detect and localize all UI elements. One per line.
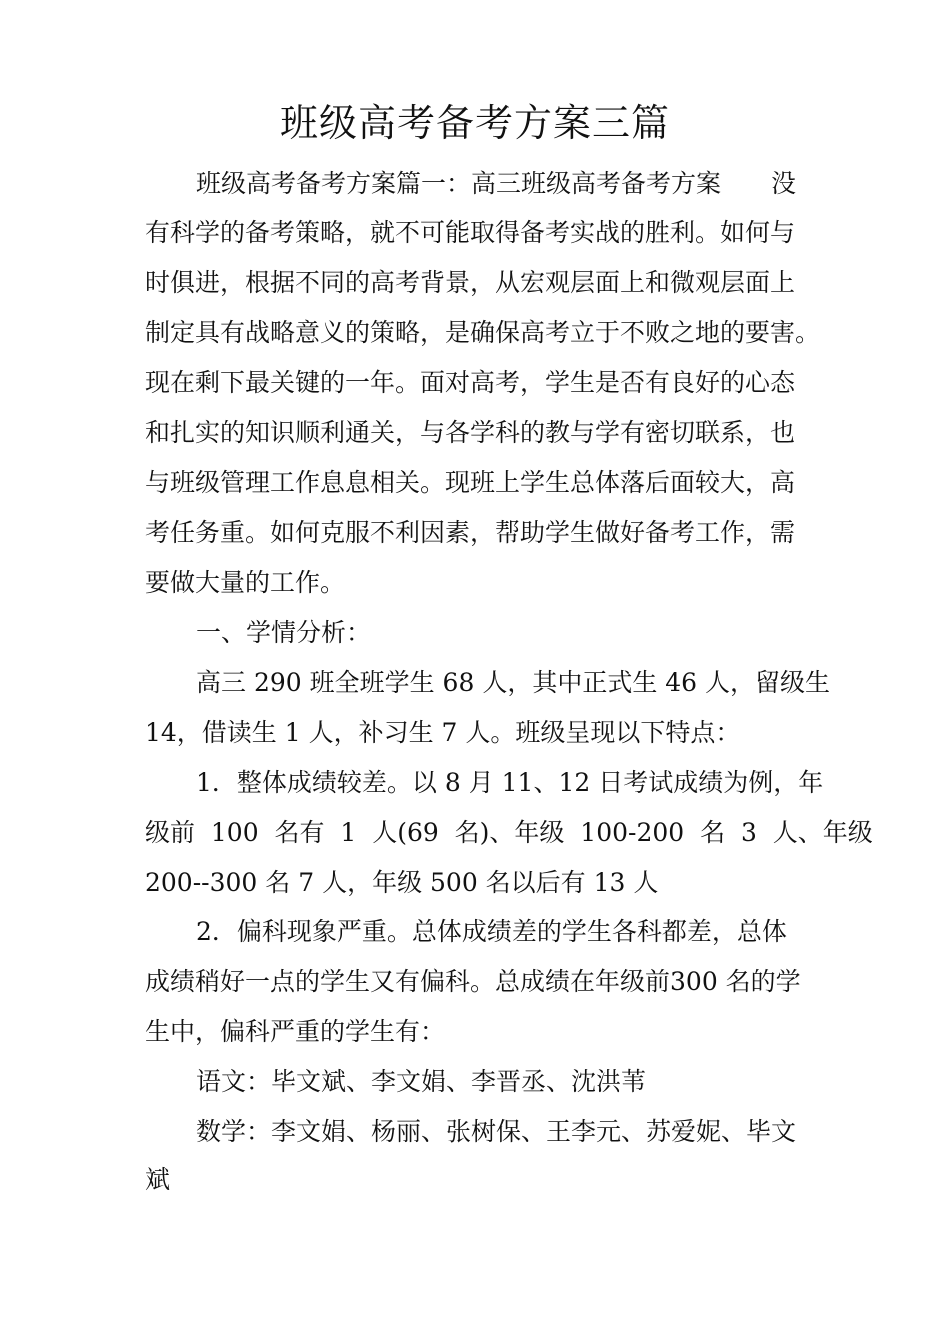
paragraph-line: 要做大量的工作。	[145, 568, 346, 597]
paragraph-line: 生中，偏科严重的学生有：	[145, 1017, 446, 1046]
paragraph-line: 200--300 名 7 人，年级 500 名以后有 13 人	[145, 868, 659, 897]
text-segment: 班级高考备考方案篇一：高三班级高考备考方案	[196, 169, 722, 198]
paragraph-line: 2．偏科现象严重。总体成绩差的学生各科都差，总体	[196, 917, 787, 946]
paragraph-line: 级前 100 名有 1 人(69 名)、年级 100-200 名 3 人、年级	[145, 818, 873, 847]
paragraph-line: 与班级管理工作息息相关。现班上学生总体落后面较大，高	[145, 468, 796, 497]
paragraph-line: 制定具有战略意义的策略，是确保高考立于不败之地的要害。	[145, 318, 821, 347]
paragraph-line: 现在剩下最关键的一年。面对高考，学生是否有良好的心态	[145, 368, 796, 397]
paragraph-line: 语文：毕文斌、李文娟、李晋丞、沈洪苇	[196, 1067, 647, 1096]
paragraph-line	[196, 166, 796, 202]
paragraph-line: 和扎实的知识顺利通关，与各学科的教与学有密切联系，也	[145, 418, 796, 447]
text-segment: 没	[771, 169, 797, 198]
document-title: 班级高考备考方案三篇	[279, 101, 670, 145]
paragraph-line: 成绩稍好一点的学生又有偏科。总成绩在年级前300 名的学	[145, 967, 801, 996]
paragraph-line: 1．整体成绩较差。以 8 月 11、12 日考试成绩为例，年	[196, 768, 824, 797]
paragraph-line: 高三 290 班全班学生 68 人，其中正式生 46 人，留级生	[196, 668, 831, 697]
paragraph-line: 14，借读生 1 人，补习生 7 人。班级呈现以下特点：	[145, 718, 741, 747]
paragraph-line: 考任务重。如何克服不利因素，帮助学生做好备考工作，需	[145, 518, 796, 547]
paragraph-line: 有科学的备考策略，就不可能取得备考实战的胜利。如何与	[145, 218, 796, 247]
paragraph-line: 时俱进，根据不同的高考背景，从宏观层面上和微观层面上	[145, 268, 796, 297]
paragraph-line: 数学：李文娟、杨丽、张树保、王李元、苏爱妮、毕文	[196, 1117, 797, 1146]
paragraph-line: 斌	[145, 1165, 171, 1194]
section-heading: 一、学情分析：	[196, 618, 372, 647]
